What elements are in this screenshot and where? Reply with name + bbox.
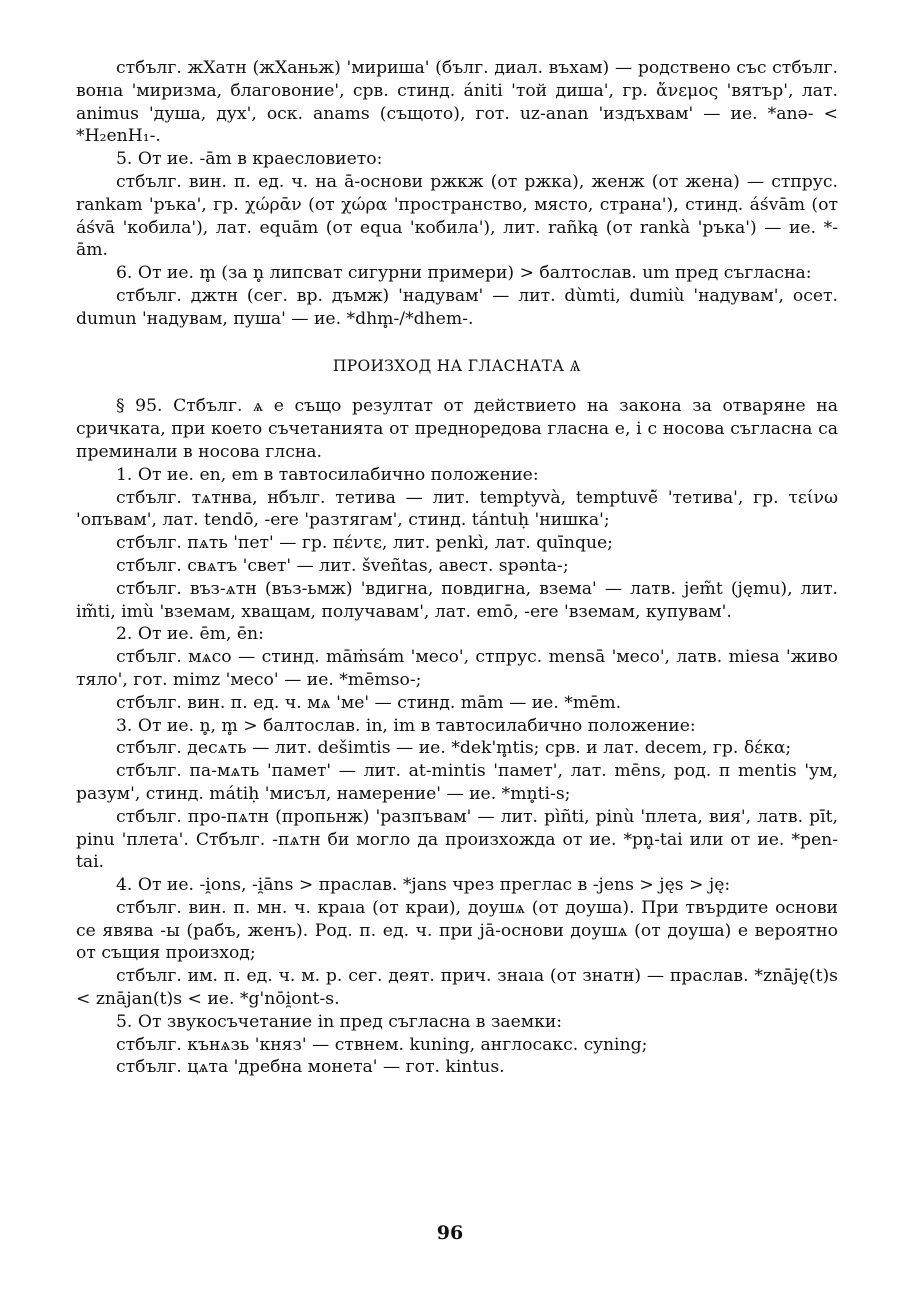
section-heading: ПРОИЗХОД НА ГЛАСНАТА Ѧ [332, 356, 582, 375]
paragraph-ten-example: стбълг. десѧть — лит. dešimtis — ие. *dek'm̥tis; срв. и лат. decem, гр. δέκα; [116, 738, 792, 759]
paragraph-meat-example: стбълг. мѧсо — стинд. māṁsám 'месо', стпрус. mensā 'месо', латв. miesa 'живо тяло', гот. mimz 'месо' — ие. *mēmso-; [76, 647, 838, 690]
document-page [76, 57, 838, 1079]
paragraph-accusative-examples: стбълг. вин. п. ед. ч. на ā-основи ржкж (от ржка), женж (от жена) — стпрус. rankam 'ръка', гр. χώρᾱν (от χώρα 'пространство, място, страна'), стинд. áśvām (от áśvā 'кобила'), лат. equām (от equa 'кобила'), лит. rañką (от rankà 'ръка') — ие. *-ām. [76, 171, 838, 261]
paragraph-participle-example: стбълг. им. п. ед. ч. м. р. сег. деят. прич. знаıа (от знатн) — праслав. *znāję(t)s < znājan(t)s < ие. *g'nōi̯ont-s. [76, 966, 838, 1010]
paragraph-item-5: 5. От ие. -ām в краесловието: [116, 149, 383, 170]
paragraph-me-example: стбълг. вин. п. ед. ч. мѧ 'ме' — стинд. mām — ие. *mēm. [116, 692, 622, 713]
paragraph-memory-example: стбълг. па-мѧть 'памет' — лит. at-mintis 'памет', лат. mēns, род. п mentis 'ум, разум', стинд. mátiḥ 'мисъл, намерение' — ие. *mn̥ti-s; [76, 761, 838, 804]
paragraph-prince-example: стбълг. кънѧзь 'княз' — ствнем. kuning, англосакс. cyning; [116, 1034, 648, 1055]
text-block-top [76, 57, 838, 331]
text-block-bottom [76, 395, 838, 1079]
paragraph-holy-example: стбълг. свѧтъ 'свет' — лит. šveñtas, авест. spənta-; [116, 555, 569, 576]
paragraph-plural-example: стбълг. вин. п. мн. ч. краıа (от краи), доушѧ (от доуша). При твърдите основи се явява -ы (рабъ, женъ). Род. п. ед. ч. при jā-основи доушѧ (от доуша) е вероятно от същия произход; [76, 897, 838, 964]
paragraph-take-example: стбълг. въз-ѧтн (въз-ьмж) 'вдигна, повдигна, взема' — латв. jem̃t (jęmu), лит. im̃ti, imù 'вземам, хващам, получавам', лат. emō, -ere 'вземам, купувам'. [76, 578, 838, 622]
paragraph-bowstring-example: стбълг. тѧтнва, нбълг. тетива — лит. temptyvà, temptuvė̃ 'тетива', гр. τείνω 'опъвам', лат. tendō, -ere 'разтягам', стинд. tántuḥ 'нишка'; [76, 487, 838, 531]
paragraph-etymology-smell: стбълг. жХатн (жХаньж) 'мириша' (бълг. диал. въхам) — родствено със стбълг. вонıа 'миризма, благовоние', срв. стинд. ániti 'той диша', гр. ἄνεμος 'вятър', лат. animus 'душа, дух', оск. anams (същото), гот. uz-anan 'издъхвам' — ие. *anə- < *H₂enH₁-. [76, 58, 838, 147]
paragraph-stretch-example: стбълг. про-пѧтн (пропьнж) 'разпъвам' — лит. pìñti, pinù 'плета, вия', латв. pīt, pinu 'плета'. Стбълг. -пѧтн би могло да произхожда от ие. *pn̥-tai или от ие. *pen-tai. [76, 806, 838, 873]
paragraph-item-5-loanwords: 5. От звукосъчетание in пред съгласна в заемки: [116, 1011, 563, 1032]
paragraph-blow-example: стбълг. джтн (сег. вр. дъмж) 'надувам' — лит. dùmti, dumiù 'надувам', осет. dumun 'надувам, пуша' — ие. *dhm̥-/*dhem-. [76, 285, 838, 329]
paragraph-item-3: 3. От ие. n̥, m̥ > балтослав. in, im в тавтосилабично положение: [116, 715, 696, 736]
paragraph-item-1: 1. От ие. en, em в тавтосилабично положение: [116, 464, 539, 485]
paragraph-five-example: стбълг. пѧть 'пет' — гр. πέντε, лит. penkì, лат. quīnque; [116, 533, 613, 554]
paragraph-item-4: 4. От ие. -i̯ons, -i̯āns > праслав. *jans чрез преглас в -jens > jęs > ję: [116, 875, 731, 896]
paragraph-section-95: § 95. Стбълг. ѧ е също резултат от действието на закона за отваряне на сричката, при което съчетанията от предноредова гласна е, i с носова съгласна са преминали в носова глсна. [76, 396, 838, 462]
paragraph-item-2: 2. От ие. ēm, ēn: [116, 624, 264, 645]
page-number: 96 [436, 1222, 464, 1244]
paragraph-coin-example: стбълг. цѧта 'дребна монета' — гот. kintus. [116, 1057, 505, 1078]
paragraph-item-6: 6. От ие. m̥ (за n̥ липсват сигурни примери) > балтослав. um пред съгласна: [116, 263, 812, 284]
